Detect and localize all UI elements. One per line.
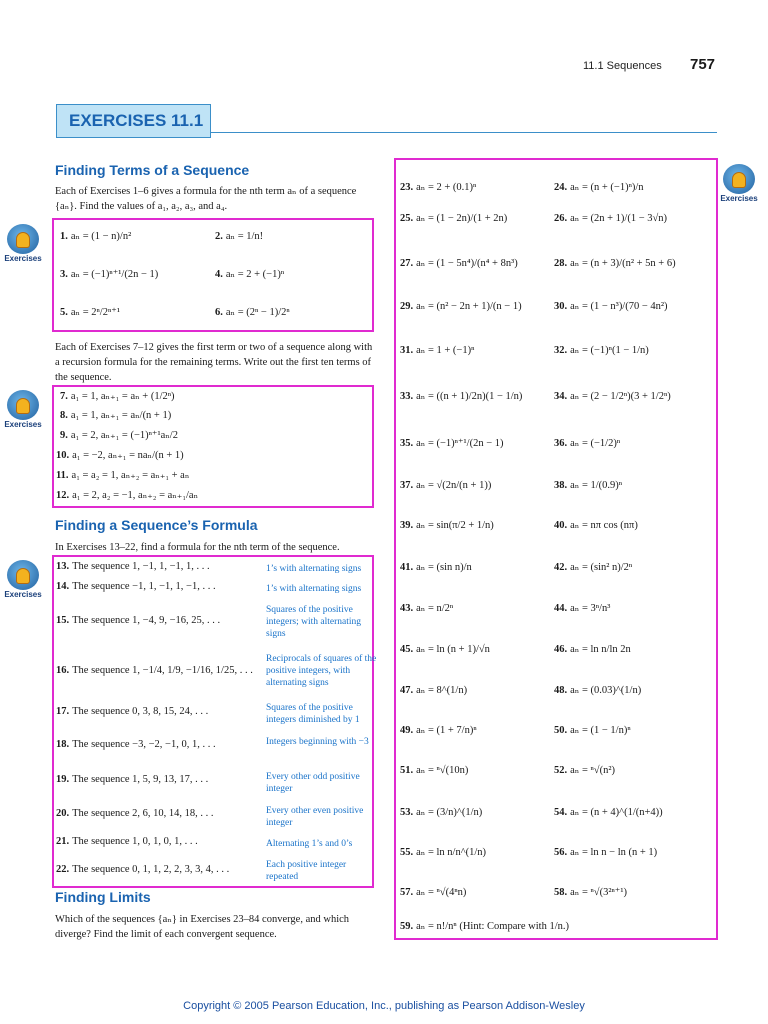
section-intro-recursion: Each of Exercises 7–12 gives the first term or two of a sequence along with a recursion formula for the remaining terms. Write out the first ten terms of the sequence.: [55, 342, 373, 383]
limit-exercise-item: 55. aₙ = ln n/n^(1/n): [400, 847, 487, 858]
limit-exercise-item: 29. aₙ = (n² − 2n + 1)/(n − 1): [400, 301, 522, 312]
exercises-icon-1[interactable]: Exercises: [4, 222, 42, 266]
hint-16: Reciprocals of squares of the positive integers, with alternating signs: [266, 654, 377, 688]
limit-exercise-item: 58. aₙ = ⁿ√(3²ⁿ⁺¹): [554, 887, 627, 898]
hint-15: Squares of the positive integers; with alternating signs: [266, 605, 361, 639]
exercise-item-18: 18. The sequence −3, −2, −1, 0, 1, . . .: [56, 739, 216, 750]
limit-exercise-item: 28. aₙ = (n + 3)/(n² + 5n + 6): [554, 258, 676, 269]
exercise-item-21: 21. The sequence 1, 0, 1, 0, 1, . . .: [56, 836, 198, 847]
exercise-item-13: 13. The sequence 1, −1, 1, −1, 1, . . .: [56, 561, 210, 572]
limit-exercise-item: 35. aₙ = (−1)ⁿ⁺¹/(2n − 1): [400, 438, 504, 449]
limit-exercise-item: 39. aₙ = sin(π/2 + 1/n): [400, 520, 494, 531]
limit-exercise-item: 49. aₙ = (1 + 7/n)ⁿ: [400, 725, 477, 736]
exercise-item-14: 14. The sequence −1, 1, −1, 1, −1, . . .: [56, 581, 216, 592]
limit-exercise-item: 33. aₙ = ((n + 1)/2n)(1 − 1/n): [400, 391, 523, 402]
limit-exercise-item: 24. aₙ = (n + (−1)ⁿ)/n: [554, 182, 644, 193]
exercise-item-12: 12. a₁ = 2, a₂ = −1, aₙ₊₂ = aₙ₊₁/aₙ: [56, 490, 199, 501]
exercise-item-8: 8. a₁ = 1, aₙ₊₁ = aₙ/(n + 1): [60, 410, 172, 421]
exercise-item-2: 2. aₙ = 1/n!: [215, 231, 264, 242]
limit-exercise-item: 43. aₙ = n/2ⁿ: [400, 603, 454, 614]
limit-exercise-item: 53. aₙ = (3/n)^(1/n): [400, 807, 483, 818]
exercise-item-19: 19. The sequence 1, 5, 9, 13, 17, . . .: [56, 774, 209, 785]
exercise-item-16: 16. The sequence 1, −1/4, 1/9, −1/16, 1/25, . . .: [56, 665, 253, 676]
section-heading-terms: Finding Terms of a Sequence: [55, 162, 250, 178]
limit-exercise-item: 36. aₙ = (−1/2)ⁿ: [554, 438, 621, 449]
exercise-item-17: 17. The sequence 0, 3, 8, 15, 24, . . .: [56, 706, 209, 717]
hint-18: Integers beginning with −3: [266, 737, 369, 747]
bell-icon: [16, 398, 30, 414]
exercise-item-15: 15. The sequence 1, −4, 9, −16, 25, . . .: [56, 615, 221, 626]
bell-icon: [732, 172, 746, 188]
limit-exercise-item: 23. aₙ = 2 + (0.1)ⁿ: [400, 182, 477, 193]
bell-icon: [16, 232, 30, 248]
section-intro-formula: In Exercises 13–22, find a formula for the nth term of the sequence.: [55, 542, 340, 553]
limit-exercise-item: 40. aₙ = nπ cos (nπ): [554, 520, 638, 531]
exercise-item-3: 3. aₙ = (−1)ⁿ⁺¹/(2n − 1): [60, 269, 159, 280]
exercise-item-1: 1. aₙ = (1 − n)/n²: [60, 231, 132, 242]
limit-exercise-item: 41. aₙ = (sin n)/n: [400, 562, 472, 573]
exercise-item-5: 5. aₙ = 2ⁿ/2ⁿ⁺¹: [60, 307, 120, 318]
exercise-box-23-59: [394, 158, 718, 940]
exercises-icon-top-right[interactable]: Exercises: [720, 162, 758, 206]
hint-13: 1’s with alternating signs: [266, 564, 362, 574]
limit-exercise-item: 26. aₙ = (2n + 1)/(1 − 3√n): [554, 213, 668, 224]
exercise-item-11: 11. a₁ = a₂ = 1, aₙ₊₂ = aₙ₊₁ + aₙ: [56, 470, 190, 481]
exercise-item-6: 6. aₙ = (2ⁿ − 1)/2ⁿ: [215, 307, 290, 318]
exercise-item-7: 7. a₁ = 1, aₙ₊₁ = aₙ + (1/2ⁿ): [60, 391, 175, 402]
limit-exercise-item: 44. aₙ = 3ⁿ/n³: [554, 603, 611, 614]
limit-exercise-item: 48. aₙ = (0.03)^(1/n): [554, 685, 642, 696]
exercise-item-22: 22. The sequence 0, 1, 1, 2, 2, 3, 3, 4, . . .: [56, 864, 230, 875]
limit-exercise-item: 31. aₙ = 1 + (−1)ⁿ: [400, 345, 475, 356]
limit-exercise-item: 45. aₙ = ln (n + 1)/√n: [400, 644, 490, 655]
copyright-footer: Copyright © 2005 Pearson Education, Inc., publishing as Pearson Addison-Wesley: [183, 1000, 585, 1012]
running-header-section: 11.1 Sequences: [583, 60, 662, 72]
hint-22: Each positive integer repeated: [266, 860, 347, 882]
limit-exercise-item: 57. aₙ = ⁿ√(4ⁿn): [400, 887, 467, 898]
section-intro-limits: Which of the sequences {aₙ} in Exercises 23–84 converge, and which diverge? Find the limit of each convergent sequence.: [55, 914, 350, 940]
limit-exercise-item: 34. aₙ = (2 − 1/2ⁿ)(3 + 1/2ⁿ): [554, 391, 671, 402]
exercise-item-20: 20. The sequence 2, 6, 10, 14, 18, . . .: [56, 808, 214, 819]
limit-exercise-item: 46. aₙ = ln n/ln 2n: [554, 644, 631, 655]
exercises-icon-2[interactable]: Exercises: [4, 388, 42, 432]
limit-exercise-item: 51. aₙ = ⁿ√(10n): [400, 765, 469, 776]
limit-exercise-item: 42. aₙ = (sin² n)/2ⁿ: [554, 562, 633, 573]
hint-21: Alternating 1’s and 0’s: [266, 839, 353, 849]
hint-17: Squares of the positive integers diminished by 1: [266, 703, 360, 725]
limit-exercise-item: 25. aₙ = (1 − 2n)/(1 + 2n): [400, 213, 508, 224]
limit-exercise-item: 27. aₙ = (1 − 5n⁴)/(n⁴ + 8n³): [400, 258, 518, 269]
bell-icon: [16, 568, 30, 584]
limit-exercise-item: 47. aₙ = 8^(1/n): [400, 685, 468, 696]
limit-exercise-item: 32. aₙ = (−1)ⁿ(1 − 1/n): [554, 345, 649, 356]
limit-exercise-item: 56. aₙ = ln n − ln (n + 1): [554, 847, 658, 858]
limit-exercise-item: 38. aₙ = 1/(0.9)ⁿ: [554, 480, 623, 491]
exercise-item-9: 9. a₁ = 2, aₙ₊₁ = (−1)ⁿ⁺¹aₙ/2: [60, 430, 178, 441]
limit-exercise-item: 50. aₙ = (1 − 1/n)ⁿ: [554, 725, 631, 736]
title-rule: [211, 132, 717, 133]
limit-exercise-item: 52. aₙ = ⁿ√(n²): [554, 765, 615, 776]
page-number: 757: [690, 56, 716, 73]
hint-14: 1’s with alternating signs: [266, 584, 362, 594]
section-heading-formula: Finding a Sequence’s Formula: [55, 517, 258, 533]
limit-exercise-item: 30. aₙ = (1 − n³)/(70 − 4n²): [554, 301, 668, 312]
limit-exercise-item: 37. aₙ = √(2n/(n + 1)): [400, 480, 492, 491]
exercise-item-10: 10. a₁ = −2, aₙ₊₁ = naₙ/(n + 1): [56, 450, 184, 461]
section-heading-limits: Finding Limits: [55, 889, 151, 905]
exercises-icon-3[interactable]: Exercises: [4, 558, 42, 602]
section-intro-terms: Each of Exercises 1–6 gives a formula for the nth term aₙ of a sequence {aₙ}. Find the values of a₁, a₂, a₃, and a₄.: [55, 186, 357, 212]
limit-exercise-item: 54. aₙ = (n + 4)^(1/(n+4)): [554, 807, 663, 818]
hint-19: Every other odd positive integer: [266, 772, 360, 794]
limit-exercise-item: 59. aₙ = n!/nⁿ (Hint: Compare with 1/n.): [400, 921, 569, 932]
exercises-title: EXERCISES 11.1: [56, 104, 211, 138]
exercise-item-4: 4. aₙ = 2 + (−1)ⁿ: [215, 269, 285, 280]
hint-20: Every other even positive integer: [266, 806, 364, 828]
